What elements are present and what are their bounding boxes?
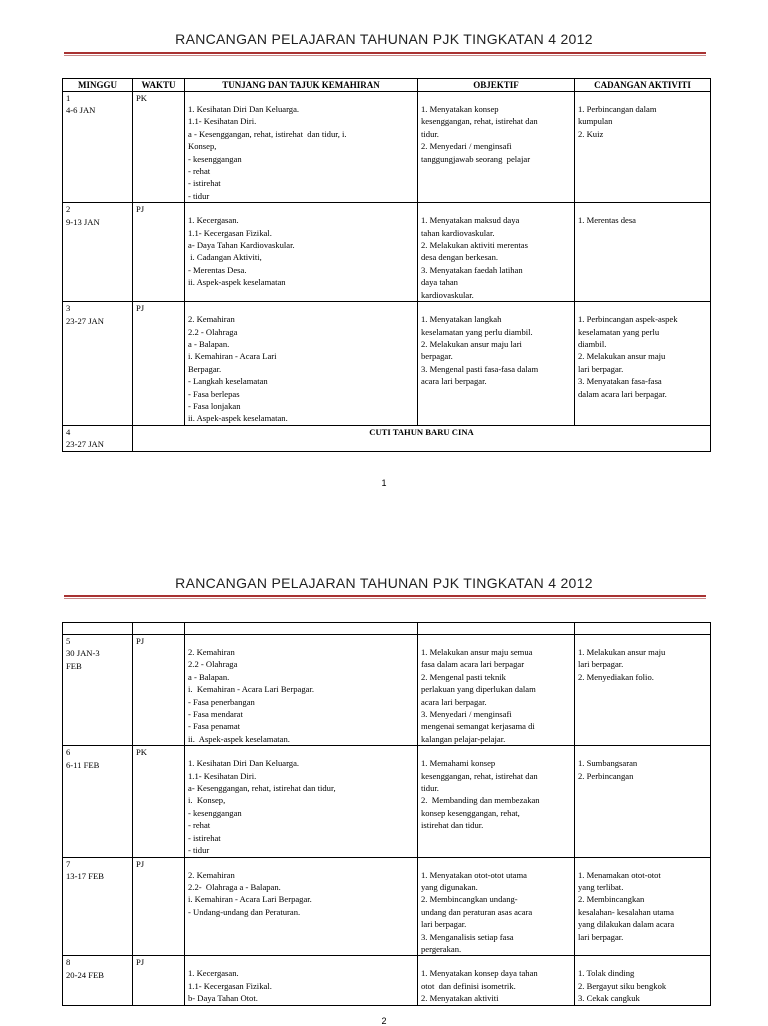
cell-minggu-line: 23-27 JAN: [66, 439, 104, 450]
cell-objektif-line: acara lari berpagar.: [421, 696, 487, 707]
cell-objektif-line: tidur.: [421, 128, 439, 139]
cell-objektif: [418, 746, 575, 857]
cell-aktiviti-line: 2. Melakukan ansur maju: [578, 351, 666, 362]
cell-objektif-line: 2. Melakukan ansur maju lari: [421, 338, 522, 349]
cell-aktiviti-line: keselamatan yang perlu: [578, 326, 660, 337]
cell-minggu: [63, 746, 133, 857]
cell-tunjang-line: a - Kesenggangan, rehat, istirehat dan tidur, i.: [188, 128, 347, 139]
table-row: [63, 857, 711, 956]
cell-objektif-line: berpagar.: [421, 351, 453, 362]
cell-waktu: PJ: [133, 635, 185, 746]
cell-tunjang-line: - Fasa lonjakan: [188, 400, 241, 411]
document-page-2: [0, 560, 768, 1024]
cell-waktu: PK: [133, 92, 185, 203]
cell-tunjang-line: Berpagar.: [188, 363, 222, 374]
cell-objektif: [418, 857, 575, 956]
cell-objektif-line: undang dan peraturan asas acara: [421, 906, 533, 917]
cell-minggu-line: 3: [66, 303, 71, 314]
cell-objektif-line: acara lari berpagar.: [421, 376, 487, 387]
cell-tunjang-line: i. Kemahiran - Acara Lari Berpagar.: [188, 684, 314, 695]
cell-tunjang-line: - istirehat: [188, 178, 221, 189]
document-page-1: [0, 0, 768, 500]
cell-tunjang-line: 1. Kesihatan Diri Dan Keluarga.: [188, 104, 300, 114]
cell-waktu: PJ: [133, 203, 185, 302]
cell-aktiviti-line: 2. Bergayut siku bengkok: [578, 980, 667, 991]
cell-tunjang-line: - Fasa mendarat: [188, 709, 243, 720]
cell-aktiviti-line: 2. Membincangkan: [578, 894, 645, 905]
cell-minggu-line: 8: [66, 957, 71, 968]
cell-aktiviti-line: 1. Sumbangsaran: [578, 758, 638, 769]
cell-objektif-line: 3. Menyedari / menginsafi: [421, 709, 512, 720]
cell-objektif: [418, 635, 575, 746]
cell-tunjang: [185, 635, 418, 746]
cell-tunjang-line: 1. Kecergasan.: [188, 968, 239, 979]
table-row: [63, 92, 711, 203]
cell-tunjang-line: i. Kemahiran - Acara Lari Berpagar.: [188, 894, 312, 905]
cell-minggu-line: 6: [66, 747, 71, 758]
cell-tunjang-line: 1. Kesihatan Diri Dan Keluarga.: [188, 758, 300, 769]
cell-aktiviti: [575, 203, 711, 302]
header-tunjang: TUNJANG DAN TAJUK KEMAHIRAN: [185, 79, 418, 92]
cell-objektif-line: lari berpagar.: [421, 919, 467, 930]
cell-tunjang-line: Konsep,: [188, 141, 217, 152]
cell-aktiviti-line: yang dilakukan dalam acara: [578, 919, 675, 930]
cell-objektif-line: kalangan pelajar-pelajar.: [421, 733, 506, 744]
cell-tunjang-line: ii. Aspek-aspek keselamatan: [188, 277, 286, 288]
cell-tunjang-line: - Fasa penerbangan: [188, 696, 255, 707]
cell-tunjang-line: a - Balapan.: [188, 671, 230, 682]
cell-tunjang-line: - rehat: [188, 820, 211, 831]
cell-minggu: [63, 425, 133, 451]
cell-tunjang-line: 2.2 - Olahraga: [188, 659, 238, 670]
cell-minggu-line: 4: [66, 426, 71, 437]
cell-aktiviti-line: 1. Melakukan ansur maju: [578, 647, 666, 657]
cell-tunjang-line: 1.1- Kesihatan Diri.: [188, 116, 257, 127]
header-waktu: WAKTU: [133, 79, 185, 92]
cell-tunjang-line: a- Kesenggangan, rehat, istirehat dan tidur,: [188, 783, 336, 794]
cell-objektif-line: 1. Menyatakan otot-otot utama: [421, 869, 527, 880]
cell-aktiviti-line: lari berpagar.: [578, 363, 624, 374]
cell-tunjang: [185, 857, 418, 956]
cell-objektif-line: yang digunakan.: [421, 881, 478, 892]
document-title: RANCANGAN PELAJARAN TAHUNAN PJK TINGKATAN 4 2012: [175, 575, 593, 591]
lesson-plan-table: [62, 622, 711, 1006]
cell-minggu-line: 1: [66, 93, 71, 103]
cell-minggu: [63, 635, 133, 746]
cell-objektif-line: 3. Menganalisis setiap fasa: [421, 931, 514, 942]
cell-aktiviti: [575, 746, 711, 857]
cell-objektif: [418, 92, 575, 203]
cell-tunjang-line: 2. Kemahiran: [188, 869, 235, 880]
cell-objektif-line: kesenggangan, rehat, istirehat dan: [421, 770, 538, 781]
cell-waktu: PJ: [133, 956, 185, 1005]
cell-tunjang-line: 1.1- Kesihatan Diri.: [188, 770, 257, 781]
cell-objektif-line: tidur.: [421, 783, 439, 794]
cell-objektif-line: 1. Menyatakan langkah: [421, 314, 502, 325]
cell-minggu-line: 7: [66, 858, 71, 869]
table-empty-header-row: [63, 623, 711, 635]
cell-minggu: [63, 857, 133, 956]
cell-aktiviti-line: 3. Cekak cangkuk: [578, 993, 640, 1004]
cell-minggu: [63, 203, 133, 302]
table-row: [63, 956, 711, 1005]
cell-tunjang-line: ii. Aspek-aspek keselamatan.: [188, 733, 290, 744]
cell-aktiviti-line: kumpulan: [578, 116, 613, 127]
holiday-row: [63, 425, 711, 451]
cell-tunjang-line: - rehat: [188, 166, 211, 177]
cell-minggu-line: 13-17 FEB: [66, 870, 104, 881]
cell-tunjang-line: - tidur: [188, 190, 210, 201]
cell-minggu-line: 6-11 FEB: [66, 759, 100, 770]
cell-objektif: [418, 203, 575, 302]
cell-aktiviti-line: lari berpagar.: [578, 931, 624, 942]
cell-objektif-line: 2. Menyedari / menginsafi: [421, 141, 512, 152]
cell-objektif-line: tanggungjawab seorang pelajar: [421, 153, 531, 164]
cell-minggu-line: FEB: [66, 660, 82, 671]
cell-aktiviti-line: 1. Perbincangan aspek-aspek: [578, 314, 678, 325]
cell-tunjang-line: - istirehat: [188, 832, 221, 843]
cell-waktu: PK: [133, 746, 185, 857]
cell-tunjang-line: - Merentas Desa.: [188, 264, 247, 275]
cell-tunjang-line: - Undang-undang dan Peraturan.: [188, 906, 301, 917]
cell-aktiviti-line: 2. Perbincangan: [578, 770, 634, 781]
cell-tunjang-line: i. Kemahiran - Acara Lari: [188, 351, 277, 362]
cell-waktu: PJ: [133, 857, 185, 956]
cell-tunjang-line: - tidur: [188, 845, 210, 856]
cell-objektif-line: kesenggangan, rehat, istirehat dan: [421, 116, 538, 127]
cell-objektif-line: 2. Membincangkan undang-: [421, 894, 518, 905]
cell-tunjang-line: - kesenggangan: [188, 153, 242, 164]
cell-aktiviti: [575, 635, 711, 746]
cell-tunjang-line: a- Daya Tahan Kardiovaskular.: [188, 240, 295, 251]
cell-objektif-line: tahan kardiovaskular.: [421, 227, 495, 238]
cell-objektif-line: keselamatan yang perlu diambil.: [421, 326, 533, 337]
cell-objektif-line: pergerakan.: [421, 943, 462, 954]
cell-tunjang-line: i. Konsep,: [188, 795, 226, 806]
cell-aktiviti: [575, 956, 711, 1005]
cell-aktiviti-line: 3. Menyatakan fasa-fasa: [578, 376, 662, 387]
cell-tunjang-line: 2.2- Olahraga a - Balapan.: [188, 881, 281, 892]
cell-aktiviti-line: 2. Kuiz: [578, 128, 604, 139]
cell-aktiviti-line: dalam acara lari berpagar.: [578, 388, 667, 399]
cell-tunjang-line: i. Cadangan Aktiviti,: [188, 252, 262, 263]
page-number: 2: [381, 1016, 387, 1026]
cell-tunjang: [185, 746, 418, 857]
header-objektif: OBJEKTIF: [418, 79, 575, 92]
cell-minggu: [63, 92, 133, 203]
header-aktiviti: CADANGAN AKTIVITI: [575, 79, 711, 92]
cell-tunjang-line: 2. Kemahiran: [188, 647, 235, 657]
cell-minggu: [63, 302, 133, 426]
cell-objektif-line: 2. Menyatakan aktiviti: [421, 993, 499, 1004]
cell-objektif-line: konsep kesenggangan, rehat,: [421, 807, 520, 818]
cell-minggu: [63, 956, 133, 1005]
cell-aktiviti: [575, 92, 711, 203]
cell-minggu-line: 23-27 JAN: [66, 315, 104, 326]
title-rule: [64, 52, 706, 56]
cell-aktiviti-line: 1. Menamakan otot-otot: [578, 869, 661, 880]
cell-objektif-line: kardiovaskular.: [421, 289, 474, 300]
cell-minggu-line: 9-13 JAN: [66, 216, 100, 227]
cell-objektif-line: daya tahan: [421, 277, 458, 288]
cell-tunjang-line: 2.2 - Olahraga: [188, 326, 238, 337]
cell-objektif-line: 1. Memahami konsep: [421, 758, 496, 769]
cell-objektif-line: 2. Mengenal pasti teknik: [421, 671, 506, 682]
cell-objektif-line: 2. Melakukan aktiviti merentas: [421, 240, 528, 251]
cell-minggu-line: 30 JAN-3: [66, 648, 100, 659]
cell-tunjang-line: b- Daya Tahan Otot.: [188, 993, 258, 1004]
cell-tunjang-line: ii. Aspek-aspek keselamatan.: [188, 413, 288, 424]
page-number: 1: [381, 478, 387, 488]
cell-tunjang-line: - Fasa penamat: [188, 721, 241, 732]
cell-objektif-line: perlakuan yang diperlukan dalam: [421, 684, 536, 695]
cell-tunjang-line: 2. Kemahiran: [188, 314, 235, 325]
cell-objektif-line: desa dengan berkesan.: [421, 252, 499, 263]
title-rule: [64, 595, 706, 599]
cell-minggu-line: 20-24 FEB: [66, 969, 104, 980]
header-minggu: MINGGU: [63, 79, 133, 92]
table-header-row: [63, 79, 711, 92]
cell-tunjang-line: - Fasa berlepas: [188, 388, 240, 399]
cell-objektif-line: 1. Melakukan ansur maju semua: [421, 647, 533, 657]
table-row: [63, 203, 711, 302]
cell-aktiviti: [575, 857, 711, 956]
cell-objektif-line: 1. Menyatakan konsep daya tahan: [421, 968, 538, 979]
cell-aktiviti: [575, 302, 711, 426]
cell-aktiviti-line: 1. Tolak dinding: [578, 968, 635, 979]
cell-objektif-line: 1. Menyatakan konsep: [421, 104, 499, 114]
table-row: [63, 635, 711, 746]
cell-objektif-line: 1. Menyatakan maksud daya: [421, 215, 520, 226]
cell-aktiviti-line: 2. Menyediakan folio.: [578, 671, 654, 682]
cell-objektif-line: mengenai semangat kerjasama di: [421, 721, 535, 732]
cell-tunjang-line: 1.1- Kecergasan Fizikal.: [188, 980, 272, 991]
cell-objektif: [418, 302, 575, 426]
cell-tunjang-line: a - Balapan.: [188, 338, 230, 349]
cell-minggu-line: 5: [66, 636, 71, 646]
cell-objektif-line: 3. Mengenal pasti fasa-fasa dalam: [421, 363, 539, 374]
holiday-label: CUTI TAHUN BARU CINA: [133, 425, 711, 451]
cell-aktiviti-line: lari berpagar.: [578, 659, 624, 670]
cell-aktiviti-line: 1. Merentas desa: [578, 215, 636, 226]
cell-tunjang: [185, 956, 418, 1005]
cell-minggu-line: 2: [66, 204, 71, 215]
lesson-plan-table: [62, 78, 711, 452]
cell-aktiviti-line: 1. Perbincangan dalam: [578, 104, 657, 114]
cell-tunjang: [185, 92, 418, 203]
cell-aktiviti-line: yang terlibat.: [578, 881, 624, 892]
document-title: RANCANGAN PELAJARAN TAHUNAN PJK TINGKATAN 4 2012: [175, 31, 593, 47]
cell-objektif-line: otot dan definisi isometrik.: [421, 980, 516, 991]
cell-tunjang-line: - Langkah keselamatan: [188, 376, 268, 387]
cell-waktu: PJ: [133, 302, 185, 426]
cell-tunjang: [185, 302, 418, 426]
cell-tunjang-line: - kesenggangan: [188, 807, 242, 818]
cell-tunjang-line: 1. Kecergasan.: [188, 215, 239, 226]
cell-minggu-line: 4-6 JAN: [66, 105, 96, 116]
cell-objektif-line: istirehat dan tidur.: [421, 820, 484, 831]
cell-aktiviti-line: diambil.: [578, 338, 607, 349]
cell-objektif-line: 3. Menyatakan faedah latihan: [421, 264, 523, 275]
table-row: [63, 746, 711, 857]
cell-tunjang-line: 1.1- Kecergasan Fizikal.: [188, 227, 272, 238]
cell-objektif-line: fasa dalam acara lari berpagar: [421, 659, 525, 670]
cell-aktiviti-line: kesalahan- kesalahan utama: [578, 906, 674, 917]
cell-objektif: [418, 956, 575, 1005]
table-row: [63, 302, 711, 426]
cell-tunjang: [185, 203, 418, 302]
cell-objektif-line: 2. Membanding dan membezakan: [421, 795, 540, 806]
